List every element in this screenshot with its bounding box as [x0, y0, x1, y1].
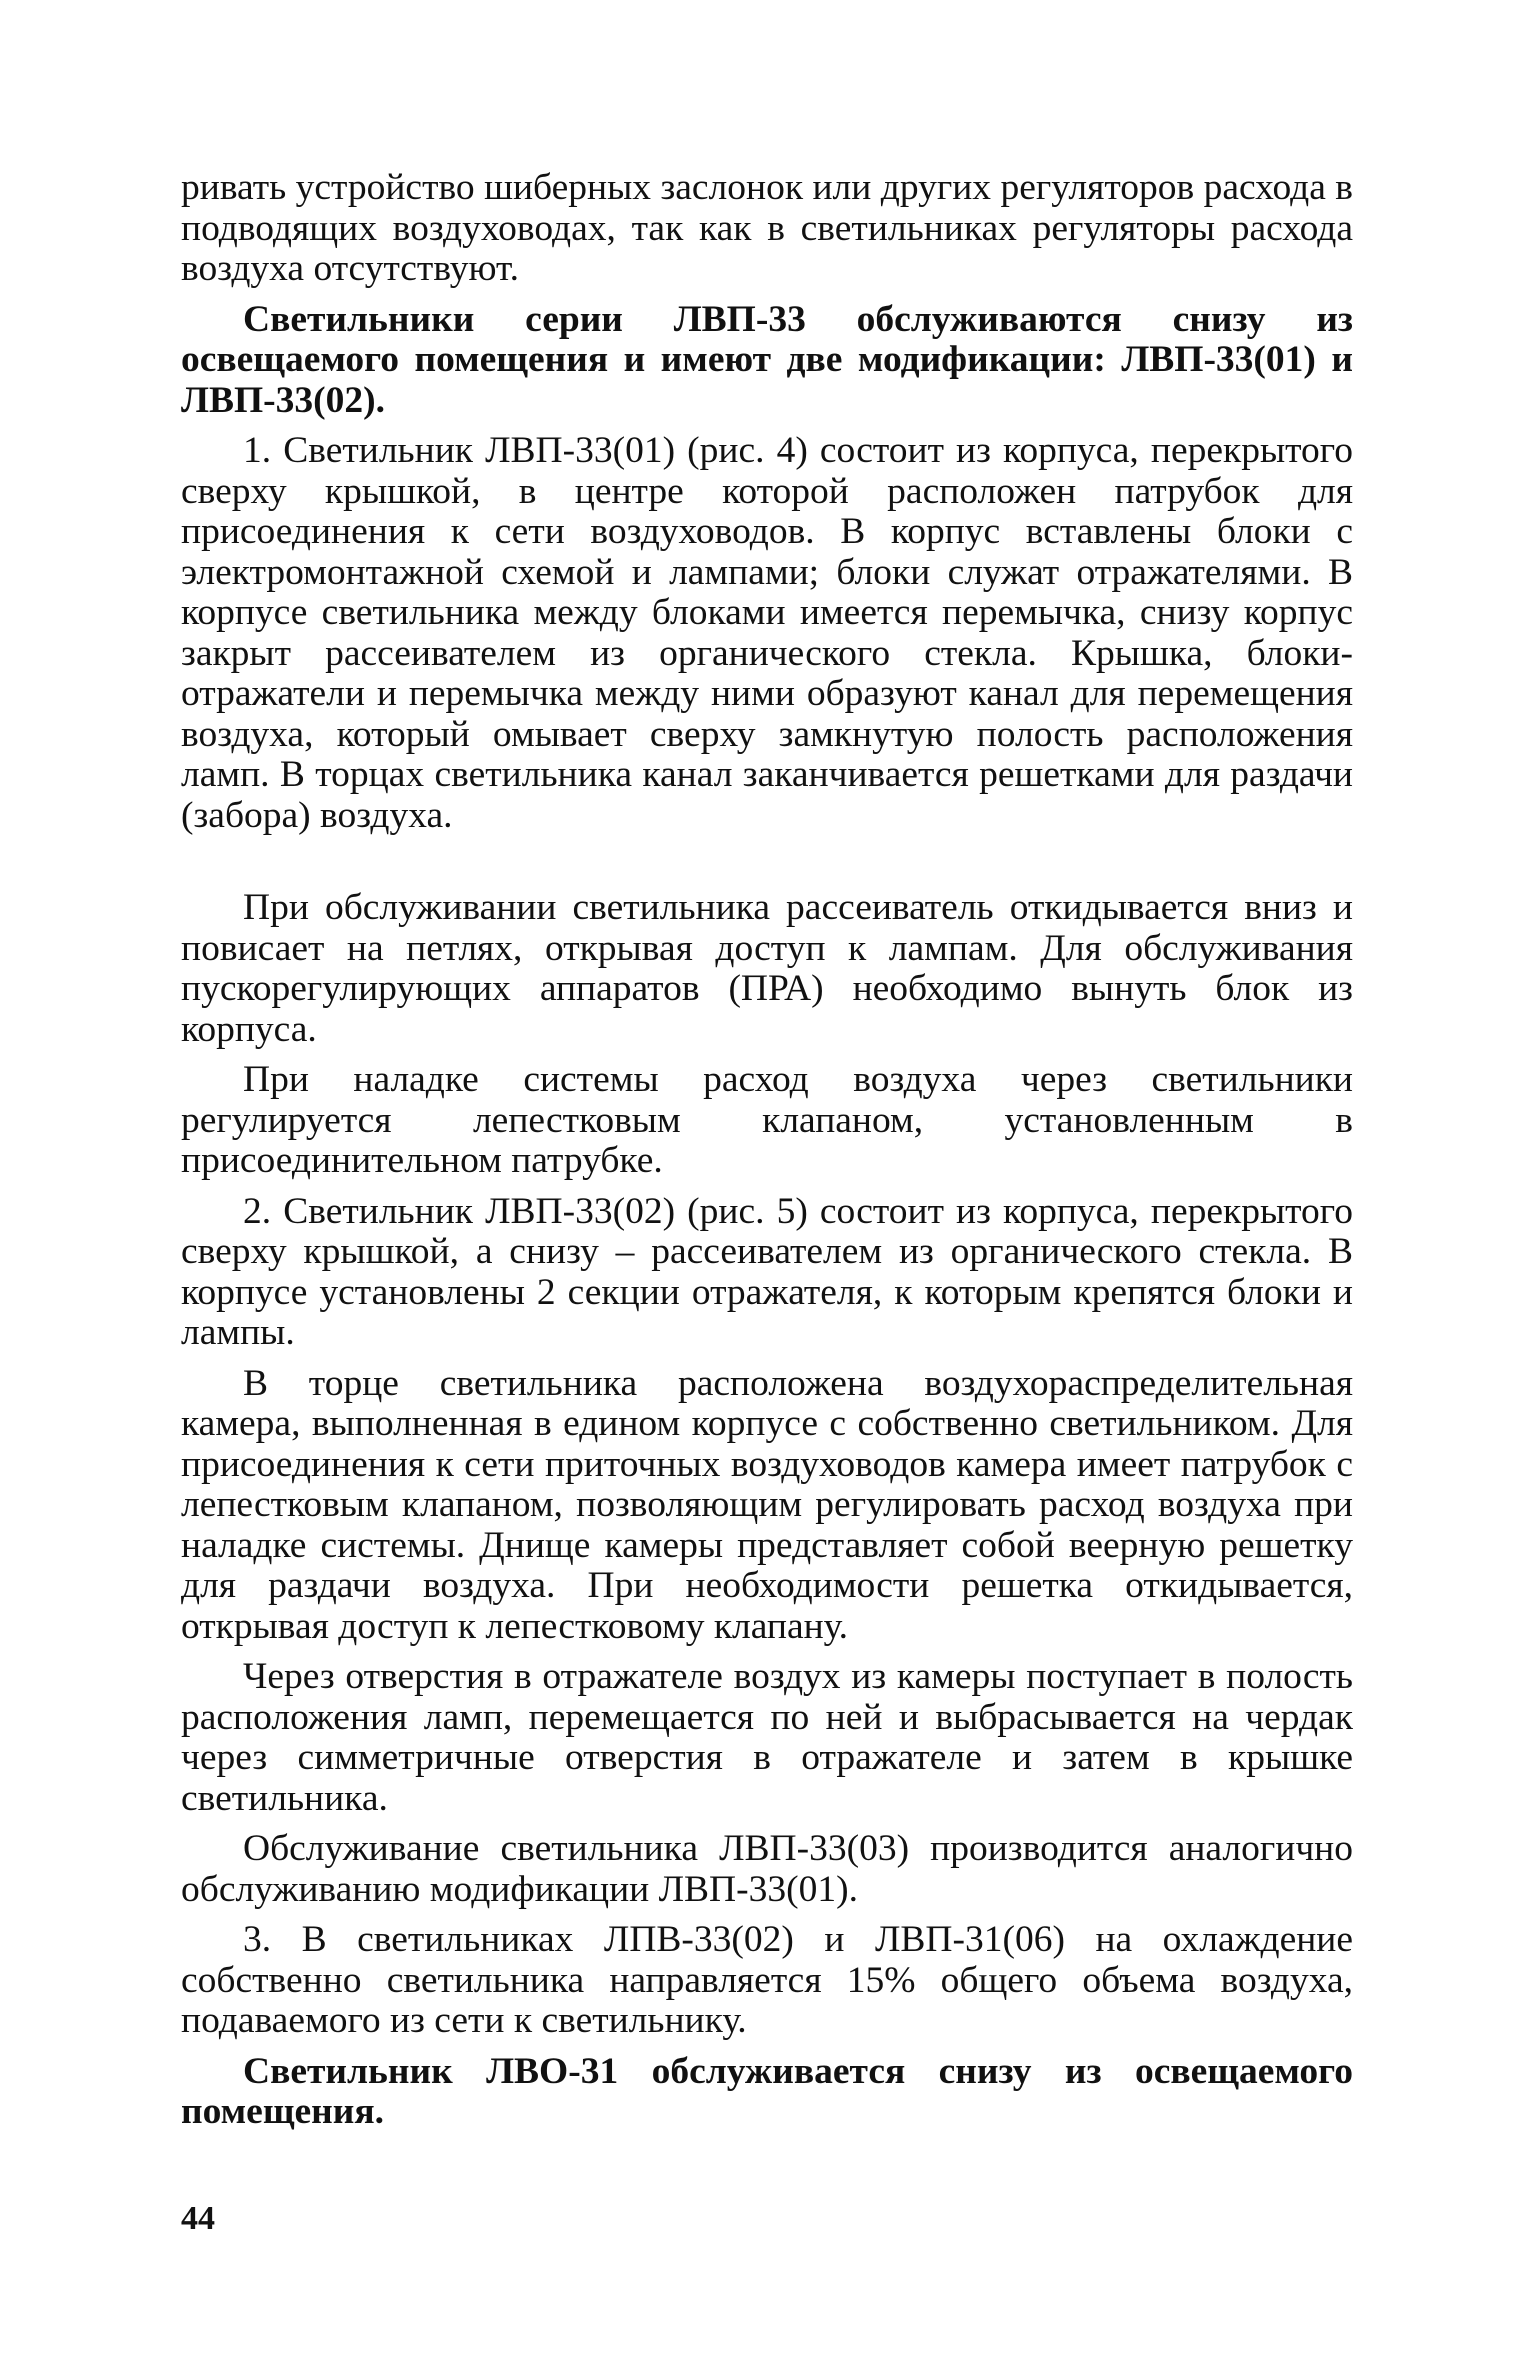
page-number: 44 [181, 2200, 215, 2237]
paragraph-cooling: 3. В светильниках ЛПВ-33(02) и ЛВП-31(06) на охлаждение собственно светильника направляется 15% общего объема воздуха, подаваемого из сети к светильнику. [181, 1919, 1353, 2041]
paragraph-maintenance: При обслуживании светильника рассеиватель откидывается вниз и повисает на петлях, открывая доступ к лампам. Для обслуживания пускорегулирующих аппаратов (ПРА) необходимо вынуть блок из корпуса. [181, 887, 1353, 1050]
paragraph-lvp33-03-maintenance: Обслуживание светильника ЛВП-33(03) производится аналогично обслуживанию модификации ЛВП-33(01). [181, 1828, 1353, 1910]
paragraph-lvp33-02-description: 2. Светильник ЛВП-33(02) (рис. 5) состоит из корпуса, перекрытого сверху крышкой, а снизу – рассеивателем из органического стекла. В корпусе установлены 2 секции отражателя, к которым крепятся блоки и лампы. [181, 1190, 1353, 1353]
paragraph-air-chamber: В торце светильника расположена воздухораспределительная камера, выполненная в едином корпусе с собственно светильником. Для присоединения к сети приточных воздуховодов камера имеет патрубок с лепестковым клапаном, позволяющим регулировать расход воздуха при наладке системы. Днище камеры представляет собой веерную решетку для раздачи воздуха. При необходимости решетка откидывается, открывая доступ к лепестковому клапану. [181, 1362, 1353, 1647]
paragraph-lvp33-01-description: 1. Светильник ЛВП-33(01) (рис. 4) состоит из корпуса, перекрытого сверху крышкой, в центре которой расположен патрубок для присоединения к сети воздуховодов. В корпус вставлены блоки с электромонтажной схемой и лампами; блоки служат отражателями. В корпусе светильника между блоками имеется перемычка, снизу корпус закрыт рассеивателем из органического стекла. Крышка, блоки-отражатели и перемычка между ними образуют канал для перемещения воздуха, который омывает сверху замкнутую полость расположения ламп. В торцах светильника канал заканчивается решетками для раздачи (забора) воздуха. [181, 430, 1353, 836]
paragraph-air-flow: Через отверстия в отражателе воздух из камеры поступает в полость расположения ламп, перемещается по ней и выбрасывается на чердак через симметричные отверстия в отражателе и затем в крышке светильника. [181, 1656, 1353, 1819]
paragraph-adjustment: При наладке системы расход воздуха через светильники регулируется лепестковым клапаном, установленным в присоединительном патрубке. [181, 1059, 1353, 1181]
paragraph-lvo31-heading: Светильник ЛВО-31 обслуживается снизу из освещаемого помещения. [181, 2050, 1353, 2132]
paragraph-series-lvp33-heading: Светильники серии ЛВП-33 обслуживаются снизу из освещаемого помещения и имеют две модификации: ЛВП-33(01) и ЛВП-33(02). [181, 298, 1353, 421]
page-body [181, 168, 1353, 2133]
paragraph-continuation: ривать устройство шиберных заслонок или других регуляторов расхода в подводящих воздуховодах, так как в светильниках регуляторы расхода воздуха отсутствуют. [181, 167, 1353, 289]
